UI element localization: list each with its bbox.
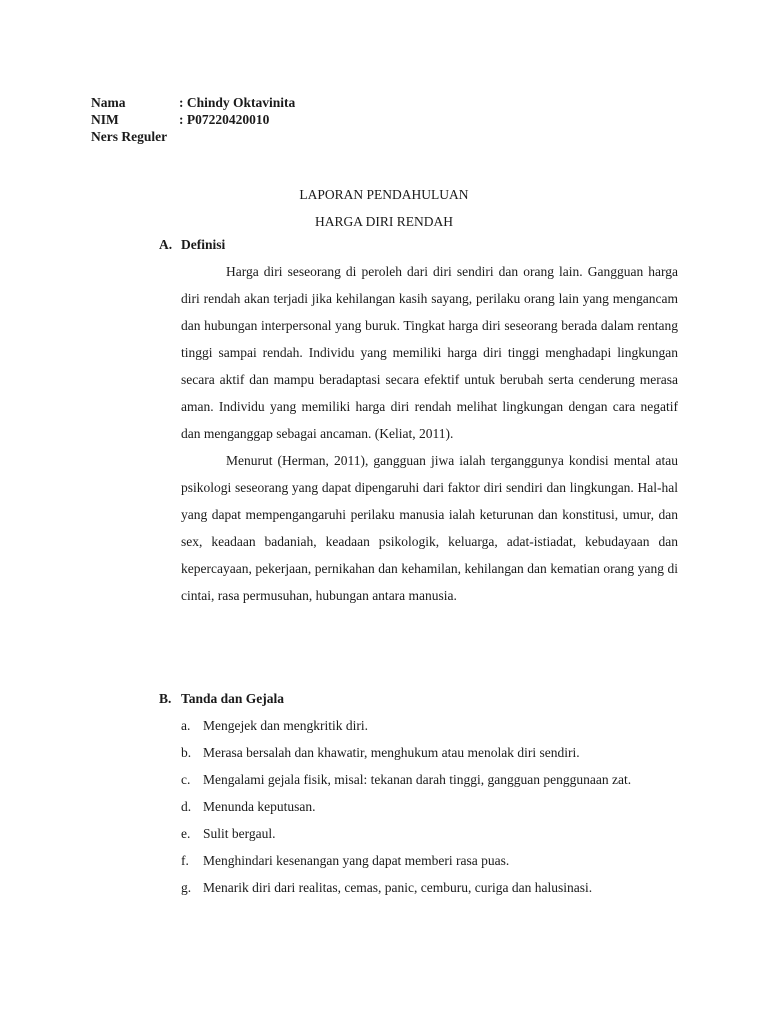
list-item <box>181 847 678 874</box>
list-item-text: Menarik diri dari realitas, cemas, panic, cemburu, curiga dan halusinasi. <box>203 880 593 895</box>
list-item <box>181 739 678 766</box>
section-b-title: Tanda dan Gejala <box>181 691 285 706</box>
document-title <box>0 181 768 235</box>
nama-value: : Chindy Oktavinita <box>179 95 296 110</box>
list-item-text: Menghindari kesenangan yang dapat memberi rasa puas. <box>203 853 510 868</box>
list-item <box>181 874 678 901</box>
paragraph-1: Harga diri seseorang di peroleh dari diri sendiri dan orang lain. Gangguan harga diri rendah akan terjadi jika kehilangan kasih sayang, perilaku orang lain yang mengancam dan hubungan interpersonal yang buruk. Tingkat harga diri seseorang berada dalam rentang tinggi sampai rendah. Individu yang memiliki harga diri tinggi menghadapi lingkungan secara aktif dan mampu beradaptasi secara efektif untuk berubah serta cenderung merasa aman. Individu yang memiliki harga diri rendah melihat lingkungan dengan cara negatif dan menganggap sebagai ancaman. (Keliat, 2011). <box>181 264 678 441</box>
section-definisi <box>159 236 678 609</box>
title-line-1: LAPORAN PENDAHULUAN <box>299 187 469 202</box>
info-row-nim <box>91 111 295 128</box>
list-item-letter: d. <box>181 799 192 814</box>
list-item-letter: a. <box>181 718 191 733</box>
section-tanda-gejala <box>159 690 678 901</box>
list-item <box>181 793 678 820</box>
list-item-text: Mengalami gejala fisik, misal: tekanan darah tinggi, gangguan penggunaan zat. <box>203 772 632 787</box>
list-item-letter: c. <box>181 772 191 787</box>
student-info <box>91 94 295 145</box>
list-item-text: Mengejek dan mengkritik diri. <box>203 718 368 733</box>
section-b-letter: B. <box>159 691 172 706</box>
nama-label: Nama <box>91 95 126 110</box>
program-label: Ners Reguler <box>91 129 168 144</box>
list-item-letter: f. <box>181 853 189 868</box>
list-item <box>181 820 678 847</box>
list-item-letter: g. <box>181 880 192 895</box>
section-a-title: Definisi <box>181 237 226 252</box>
list-item-text: Merasa bersalah dan khawatir, menghukum atau menolak diri sendiri. <box>203 745 580 760</box>
section-a-body <box>181 258 678 609</box>
list-item <box>181 766 678 793</box>
info-row-nama <box>91 94 295 111</box>
title-line-2: HARGA DIRI RENDAH <box>315 214 453 229</box>
symptom-list <box>181 712 678 901</box>
list-item-letter: b. <box>181 745 192 760</box>
section-a-heading <box>159 236 678 254</box>
paragraph-2: Menurut (Herman, 2011), gangguan jiwa ialah terganggunya kondisi mental atau psikologi seseorang yang dapat dipengaruhi dari faktor diri sendiri dan lingkungan. Hal-hal yang dapat mempengangaruhi perilaku manusia ialah keturunan dan konstitusi, umur, dan sex, keadaan badaniah, keadaan psikologik, keluarga, adat-istiadat, kebudayaan dan kepercayaan, pekerjaan, pernikahan dan kehamilan, kehilangan dan kematian orang yang di cintai, rasa permusuhan, hubungan antara manusia. <box>181 453 678 603</box>
section-b-heading <box>159 690 678 708</box>
list-item-letter: e. <box>181 826 191 841</box>
info-row-program <box>91 128 295 145</box>
nim-label: NIM <box>91 112 119 127</box>
list-item-text: Sulit bergaul. <box>203 826 276 841</box>
list-item <box>181 712 678 739</box>
nim-value: : P07220420010 <box>179 112 270 127</box>
section-a-letter: A. <box>159 237 173 252</box>
list-item-text: Menunda keputusan. <box>203 799 316 814</box>
